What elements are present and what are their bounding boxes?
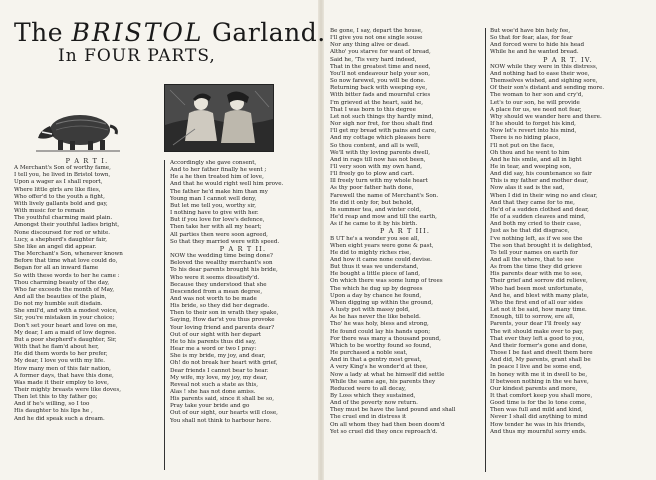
verse-line: So that they married were with speed. [170, 238, 280, 245]
verse-line: To tell your names on earth for [490, 249, 578, 256]
verse-line: My dear, I love you with my life. [14, 358, 105, 365]
verse-line: And did say, his countenance so fair [490, 171, 592, 178]
verse-line: He purchased a noble seat, [330, 350, 408, 357]
verse-line: As thy poor father hath done, [330, 185, 414, 192]
verse-line: While he and he wanted bread. [490, 49, 579, 56]
verse-line: Parents, your dear I'll freely say [490, 321, 581, 328]
verse-line: Upon a wager as I shall report, [14, 179, 103, 186]
verse-line: Then take her with all my heart; [170, 224, 262, 231]
verse-line: Began for all an inward flame [14, 265, 99, 272]
verse-line: As he has never the like beheld. [330, 314, 421, 321]
verse-line: I've nothing left, as if we see the [490, 235, 583, 242]
verse-line: Do not my humble suit disdain. [14, 301, 103, 308]
verse-line: She smil'd, and with a modest voice, [14, 308, 118, 315]
part-3-heading: P A R T III. [379, 227, 431, 236]
verse-line: And in that a gentry most great, [330, 357, 422, 364]
verse-line: And he his smile, and all in light [490, 156, 582, 163]
verse-line: And if he's willing, so I too [14, 401, 90, 408]
verse-line: That in the greatest time and need, [330, 63, 431, 70]
verse-line: She is my bride, my joy, and dear, [170, 353, 266, 360]
verse-line: Farewell the name of Merchant's Son. [330, 192, 439, 199]
verse-line: Now let's revert into his mind, [490, 128, 577, 135]
verse-line: He did them words to her prefer, [14, 351, 108, 358]
verse-line: I'll not put on the face, [490, 142, 555, 149]
verse-line: If he should to forget his kind, [490, 121, 576, 128]
verse-line: Accordingly she gave consent, [170, 160, 257, 166]
verse-line: Ill freely turn with my whole heart [330, 178, 428, 185]
verse-line: With music for to remain [14, 208, 85, 215]
verse-line: Where little girls are like flies, [14, 186, 101, 193]
verse-line: When digging up within the ground, [330, 299, 434, 306]
verse-line: He did to mighty riches rise, [330, 249, 412, 256]
verse-line: Sir, you're mistaken in your choice; [14, 315, 115, 322]
column-2 [170, 160, 316, 425]
verse-line: A former days, that have this done, [14, 372, 114, 379]
verse-line: I'll very soon with my own hand, [330, 163, 423, 170]
verse-line: Out of our sight, our hearts will close, [170, 410, 278, 417]
verse-line: And to her father finally he went ; [170, 167, 267, 174]
verse-line: To his dear parents brought his bride, [170, 267, 278, 274]
verse-line: So now farewel, you will be done. [330, 78, 426, 85]
verse-line: By Loss which they sustained, [330, 392, 416, 399]
verse-line: Then was full and mild and kind, [490, 407, 583, 414]
verse-line: Now alas it sad is the sad, [490, 185, 565, 192]
verse-line: His parents said, since it shall be so, [170, 396, 274, 403]
verse-line: NOW the wedding time being done? [170, 253, 273, 260]
verse-line: Let not it be said, how many time. [490, 307, 587, 314]
verse-line: With that he flam'd about her, [14, 344, 99, 351]
verse-line: His parents dear with me to see, [490, 271, 583, 278]
column-2-lines [170, 160, 316, 246]
verse-line: Young man I cannot well deny, [170, 195, 257, 202]
verse-line: Who far exceeds the month of May, [14, 286, 115, 293]
verse-line: In honey with me it in dwell to be, [490, 371, 588, 378]
verse-line: And all the where, that to see [490, 257, 574, 263]
verse-line: His bride, so they did her degrade. [170, 303, 270, 310]
verse-line: Alas ! she has not done amiss. [170, 389, 256, 395]
verse-line: Our kindest parents and more, [490, 385, 578, 392]
verse-line: And my cottage which pleases here [330, 135, 431, 142]
verse-line: Hear me a word or two I pray: [170, 346, 257, 353]
verse-line: Yet so cruel did they once reproach'd. [330, 428, 438, 435]
page-gutter [318, 0, 324, 480]
verse-line: Nor any thing alive or dead. [330, 42, 410, 49]
verse-line: And that he would right well him prove. [170, 181, 284, 188]
part-4-heading: P A R T. IV. [543, 55, 593, 64]
verse-line: This is my father and mother dear, [490, 178, 589, 185]
verse-line: Good time is for the lo tone come, [490, 400, 587, 407]
verse-line: But thus it was we understand, [330, 264, 419, 271]
verse-line: With bitter fads and mournful cries [330, 92, 431, 99]
verse-line: And forced were to hide his head [490, 42, 585, 49]
verse-line: Why should we wander here and there. [490, 113, 602, 120]
verse-line: And of the poverty now return. [330, 400, 418, 407]
column-4-part4-lines [490, 64, 646, 436]
column-1 [14, 158, 160, 423]
verse-line: She like an angel did appear. [14, 243, 97, 250]
verse-line: You'll not endeavour help your son, [330, 70, 431, 77]
verse-line: In summer tea, and winter cold, [330, 206, 422, 213]
page-title [14, 18, 326, 47]
column-4 [490, 28, 646, 436]
verse-line: Then to their son in wrath they spake, [170, 310, 279, 317]
column-rule [164, 160, 165, 470]
verse-line: Nor sigh nor fret, for thou shalt find [330, 121, 433, 128]
verse-line: Before that time what love could do, [14, 258, 118, 265]
verse-line: Returning back with weeping eye, [330, 85, 428, 92]
verse-line: And in rags till now has not been, [330, 156, 426, 163]
verse-line: He'd of a sudden clothed and dear, [490, 206, 589, 213]
verse-line: So with these words to her he came : [14, 272, 120, 279]
couple-woodcut [164, 84, 274, 152]
verse-line: Who were it seems dissatisfy'd. [170, 274, 260, 281]
verse-line: Said he, 'Tis very hard indeed, [330, 56, 417, 63]
verse-line: The father he'd make him than my [170, 188, 268, 195]
column-3-lines [330, 28, 480, 228]
part-1-heading: P A R T I. [65, 158, 109, 165]
verse-line: And was not worth to be made [170, 295, 257, 302]
verse-line: With lively gallants bold and gay, [14, 200, 108, 207]
verse-line: Thou charming beauty of the day, [14, 279, 110, 286]
verse-line: I'll get my bread with pains and care, [330, 128, 437, 135]
verse-line: As if he came to it by his birth. [330, 221, 418, 228]
verse-line: Those I be fast and dwelt them here [490, 350, 593, 357]
verse-line: He a he then treated him of love, [170, 174, 264, 181]
verse-line: It that comfort keep you shall more, [490, 392, 593, 399]
verse-line: The wit should make over to pay, [490, 328, 584, 335]
verse-line: He to his parents thus did say, [170, 338, 257, 345]
verse-line: Themselves wished, and sighing sore, [490, 78, 598, 85]
verse-line: Be gone, I say, depart the house, [330, 28, 423, 34]
verse-line: And he, and blest with many plate, [490, 292, 589, 299]
verse-line: While the same age, his parents they [330, 378, 436, 385]
verse-line: But woe'd have bin hely fee, [490, 28, 571, 34]
verse-line: Then let this to thy father go; [14, 394, 98, 401]
verse-line: Which to be worthy found so found, [330, 342, 432, 349]
verse-line: My wife, my love, my joy, my dear, [170, 374, 268, 381]
verse-line: The youthful charming maid plain. [14, 215, 113, 222]
verse-line: For there was many a thousand pound, [330, 335, 441, 342]
verse-line: Who offer'd to the youth a fight, [14, 193, 105, 200]
verse-line: None discoursed for red or white. [14, 229, 111, 236]
verse-line: Reveal not such a state as this, [170, 381, 259, 388]
column-4-lines [490, 28, 646, 57]
verse-line: That I was born to this degree [330, 106, 416, 113]
verse-line: But let me tell you, worthy sir, [170, 202, 256, 209]
verse-line: The woman to her son and cry'd, [490, 92, 584, 99]
verse-line: And nothing had to ease their woe, [490, 70, 590, 77]
verse-line: I tell you, he lived in Bristol town, [14, 172, 111, 179]
verse-line: Let not such things thy hardly mind, [330, 113, 434, 120]
verse-line: Because they understood that she [170, 281, 267, 288]
verse-line: If between nothing in the we have, [490, 378, 589, 385]
verse-line: The son that brought it is delighted, [490, 242, 593, 249]
verse-line: Just as he that did disgrace, [490, 228, 570, 235]
verse-line: Oh! do not break her heart with grief, [170, 360, 278, 367]
verse-line: Of their son's distant and sending more. [490, 85, 605, 92]
verse-line: Reduced were to all decay, [330, 385, 407, 392]
verse-line: His daughter to his lips he , [14, 408, 93, 415]
verse-line: Never I shall did anything to mind [490, 414, 588, 421]
verse-line: I'll freely go to plow and cart. [330, 171, 415, 178]
verse-line: Who the first end of all our sides [490, 299, 583, 306]
verse-line: And did, My parents, grant shall be [490, 357, 591, 364]
verse-line: The which he dug up by degrees [330, 285, 423, 292]
verse-line: That ever they left a good to you, [490, 335, 585, 342]
column-3-part3-lines [330, 236, 480, 436]
verse-line: Their grief and sorrow did relieve, [490, 278, 588, 285]
verse-line: He'd reap and mow and till the earth, [330, 214, 437, 221]
verse-line: When I did in their wing no and clear, [490, 192, 598, 199]
verse-line: So that for fear, alas, for fear [490, 35, 573, 42]
verse-line: You shall not think to harbour here. [170, 417, 272, 424]
verse-line: A Merchant's Son of worthy fame, [14, 165, 111, 172]
title-pre: The [14, 18, 72, 47]
page-subtitle: In FOUR PARTS, [58, 46, 216, 66]
verse-line: I'm grieved at the heart, said he, [330, 99, 424, 106]
column-rule [485, 28, 486, 472]
verse-line: I nothing have to give with her. [170, 210, 259, 217]
badger-woodcut [36, 104, 120, 154]
title-name: BRISTOL [71, 18, 204, 47]
verse-line: He bought a little piece of land, [330, 271, 420, 278]
verse-line: Enough, till to sorrow, ere all, [490, 314, 575, 321]
verse-line: And that they came for to me, [490, 199, 575, 206]
verse-line: Lucy, a shepherd's daughter fair, [14, 236, 107, 243]
verse-line: Out of our sight with her depart [170, 331, 262, 338]
verse-line: Upon a day by chance he found, [330, 292, 422, 299]
verse-line: Their mighty breasts were like doves, [14, 387, 121, 393]
verse-line: Saying, How dar'st you thus provoke [170, 317, 275, 324]
verse-line: And thus my mournful sorry ends. [490, 428, 587, 435]
verse-line: And their former's gone and done, [490, 342, 588, 349]
verse-line: And he did speak such a dream. [14, 415, 105, 422]
column-1-lines [14, 165, 160, 423]
verse-line: Now a lady at what he himself did settle [330, 371, 445, 378]
verse-line: But if you love for love's defence, [170, 217, 265, 224]
verse-line: On all whom they had then been doom'd [330, 421, 445, 428]
verse-line: Don't set your heart and love on me, [14, 322, 118, 329]
verse-line: The Merchant's Son, whenever known [14, 251, 123, 258]
column-3 [330, 28, 480, 436]
verse-line: Who had been most unfortunate, [490, 285, 584, 292]
verse-line: Let's to our son, he will provide [490, 99, 580, 106]
verse-line: My dear, I am a maid of low degree. [14, 329, 117, 336]
verse-line: And all the beauties of the plain, [14, 293, 107, 300]
verse-line: So thou content, and all is well, [330, 142, 420, 149]
verse-line: As from the time they did grieve [490, 264, 582, 271]
verse-line: Oh thou and he went to him [490, 149, 570, 156]
verse-line: Tho' he was holy, bless and strong, [330, 321, 429, 328]
verse-line: Altho' you starve for want of bread, [330, 49, 431, 56]
verse-line: But a poor shepherd's daughter, Sir, [14, 336, 117, 343]
verse-line: A lusty pot with massy gold, [330, 307, 410, 314]
verse-line: He in tear, and weeping son, [490, 163, 572, 170]
verse-line: He of a sudden cleaves and mind, [490, 214, 586, 221]
verse-line: Was made it their employ to love, [14, 379, 109, 386]
verse-line: Your loving friend and parents dear? [170, 324, 275, 331]
verse-line: He found could lay his hands upon; [330, 328, 431, 335]
verse-line: When eight years were gone & past, [330, 242, 434, 249]
verse-line: And how it came none could devise. [330, 257, 432, 263]
verse-line: How many men of this fair nation, [14, 365, 111, 372]
verse-line: They must be have the land pound and shall [330, 407, 456, 414]
verse-line: How tender he was in his friends, [490, 421, 586, 428]
verse-line: Descended from a mean degree, [170, 288, 263, 295]
verse-line: A very King's he wonder'd at thee, [330, 364, 428, 371]
verse-line: Amongst their youthful ladies bright, [14, 222, 120, 229]
verse-line: B UT he's a wonder you see all, [330, 235, 420, 242]
verse-line: In peace I live and be some end, [490, 364, 582, 371]
verse-line: And both my cried to their case, [490, 221, 582, 228]
verse-line: We'll with thy loving parents dwell, [330, 149, 430, 156]
part-2-heading: P A R T II. [219, 244, 267, 253]
title-post: Garland. [203, 18, 326, 47]
verse-line: NOW while they were in this distress, [490, 63, 598, 70]
verse-line: On which there was some lump of trees [330, 278, 443, 285]
verse-line: Dear friends I cannot bear to hear. [170, 367, 269, 374]
verse-line: Pray take your bride and go [170, 403, 250, 410]
verse-line: Beloved the wealthy merchant's son [170, 260, 273, 267]
verse-line: I'll give you not one single souse [330, 35, 423, 42]
verse-line: He did it only for, but behold, [330, 199, 414, 206]
verse-line: All parties then were soon agreed, [170, 231, 268, 238]
verse-line: A place for us, we need not fear, [490, 106, 582, 113]
verse-line: The cruel end in distress it [330, 414, 407, 421]
column-2-part2-lines [170, 253, 316, 425]
verse-line: There is no hiding place, [490, 135, 561, 142]
